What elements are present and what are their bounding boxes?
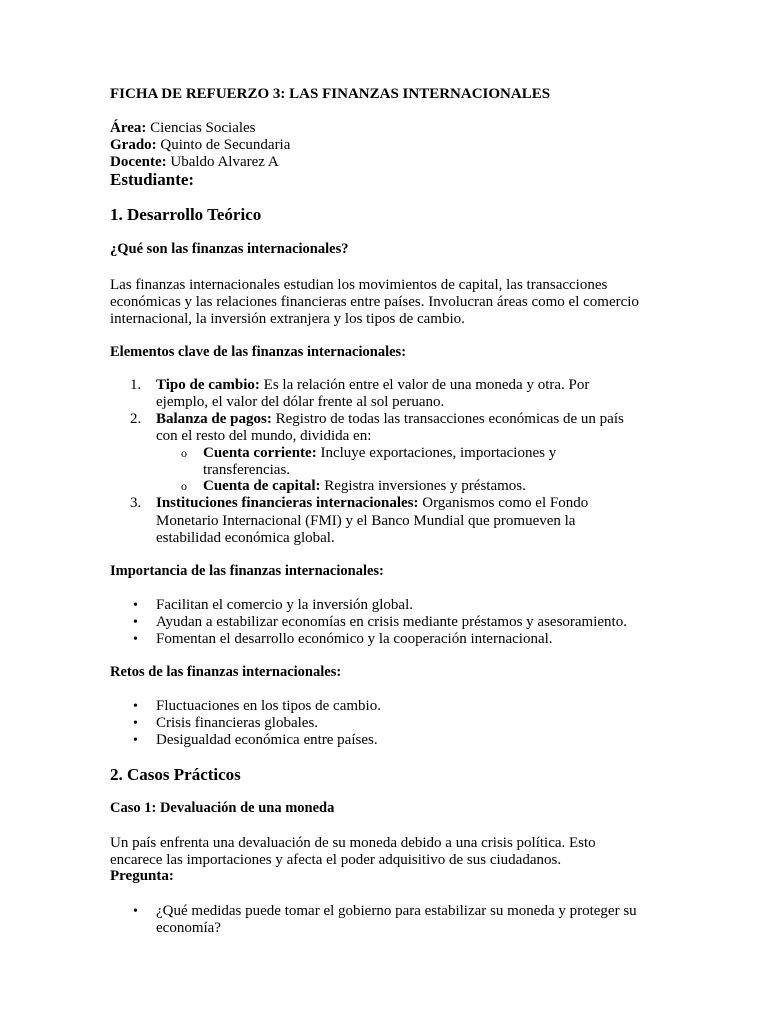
bullet-icon: •: [133, 904, 138, 919]
sub2-bullet: o: [181, 479, 187, 493]
docente-value: Ubaldo Alvarez A: [170, 154, 279, 170]
item1-text-2: ejemplo, el valor del dólar frente al sol peruano.: [156, 394, 445, 410]
list-item: Fomentan el desarrollo económico y la cooperación internacional.: [156, 631, 553, 647]
case1-line-2: encarece las importaciones y afecta el poder adquisitivo de sus ciudadanos.: [110, 852, 562, 868]
sub1-bullet: o: [181, 446, 187, 460]
sub1-line-1: [203, 445, 556, 462]
list-item: Crisis financieras globales.: [156, 715, 319, 731]
item2-number: 2.: [130, 411, 142, 427]
meta-docente: [110, 154, 279, 171]
item3-text-2: Monetario Internacional (FMI) y el Banco Mundial que promueven la: [156, 513, 576, 529]
question-label: Pregunta:: [110, 868, 174, 884]
grado-label: Grado:: [110, 137, 157, 153]
item1-number: 1.: [130, 377, 142, 393]
item3-text-1: Organismos como el Fondo: [418, 495, 589, 511]
what-are-heading: ¿Qué son las finanzas internacionales?: [110, 241, 349, 257]
sub1-text-1: Incluye exportaciones, importaciones y: [316, 445, 557, 461]
area-label: Área:: [110, 120, 147, 136]
meta-area: [110, 120, 256, 137]
item3-number: 3.: [130, 495, 142, 511]
item2-text-2: con el resto del mundo, dividida en:: [156, 428, 372, 444]
sub2-label: Cuenta de capital:: [203, 478, 321, 494]
item2-line-1: [156, 411, 624, 428]
intro-line-2: económicas y las relaciones financieras entre países. Involucran áreas como el comercio: [110, 294, 639, 310]
question-line-2: economía?: [156, 920, 221, 936]
item3-label: Instituciones financieras internacionales:: [156, 495, 419, 511]
item2-label: Balanza de pagos:: [156, 411, 272, 427]
bullet-icon: •: [133, 699, 138, 714]
bullet-icon: •: [133, 598, 138, 613]
sub2-text-1: Registra inversiones y préstamos.: [320, 478, 526, 494]
item3-line-1: [156, 495, 588, 512]
item3-text-3: estabilidad económica global.: [156, 530, 335, 546]
list-item: Facilitan el comercio y la inversión global.: [156, 597, 414, 613]
bullet-icon: •: [133, 632, 138, 647]
bullet-icon: •: [133, 733, 138, 748]
sub1-label: Cuenta corriente:: [203, 445, 317, 461]
elements-heading: Elementos clave de las finanzas internacionales:: [110, 344, 407, 360]
document-title: FICHA DE REFUERZO 3: LAS FINANZAS INTERNACIONALES: [110, 86, 551, 102]
docente-label: Docente:: [110, 154, 167, 170]
item1-text-1: Es la relación entre el valor de una moneda y otra. Por: [259, 377, 590, 393]
item1-label: Tipo de cambio:: [156, 377, 260, 393]
challenges-heading: Retos de las finanzas internacionales:: [110, 664, 342, 680]
bullet-icon: •: [133, 615, 138, 630]
section1-heading: 1. Desarrollo Teórico: [110, 205, 262, 224]
list-item: Fluctuaciones en los tipos de cambio.: [156, 698, 381, 714]
intro-line-1: Las finanzas internacionales estudian los movimientos de capital, las transacciones: [110, 277, 608, 293]
case1-heading: Caso 1: Devaluación de una moneda: [110, 800, 335, 816]
sub2-line-1: [203, 478, 526, 495]
estudiante-label: Estudiante:: [110, 170, 195, 189]
question-line-1: ¿Qué medidas puede tomar el gobierno para estabilizar su moneda y proteger su: [156, 903, 637, 919]
intro-line-3: internacional, la inversión extranjera y los tipos de cambio.: [110, 311, 465, 327]
importance-heading: Importancia de las finanzas internacionales:: [110, 563, 384, 579]
item1-line-1: [156, 377, 589, 394]
grado-value: Quinto de Secundaria: [160, 137, 291, 153]
section2-heading: 2. Casos Prácticos: [110, 765, 241, 784]
list-item: Desigualdad económica entre países.: [156, 732, 378, 748]
area-value: Ciencias Sociales: [150, 120, 256, 136]
meta-grado: [110, 137, 290, 154]
case1-line-1: Un país enfrenta una devaluación de su moneda debido a una crisis política. Esto: [110, 835, 596, 851]
list-item: Ayudan a estabilizar economías en crisis mediante préstamos y asesoramiento.: [156, 614, 627, 630]
bullet-icon: •: [133, 716, 138, 731]
item2-text-1: Registro de todas las transacciones económicas de un país: [271, 411, 624, 427]
sub1-text-2: transferencias.: [203, 462, 291, 478]
